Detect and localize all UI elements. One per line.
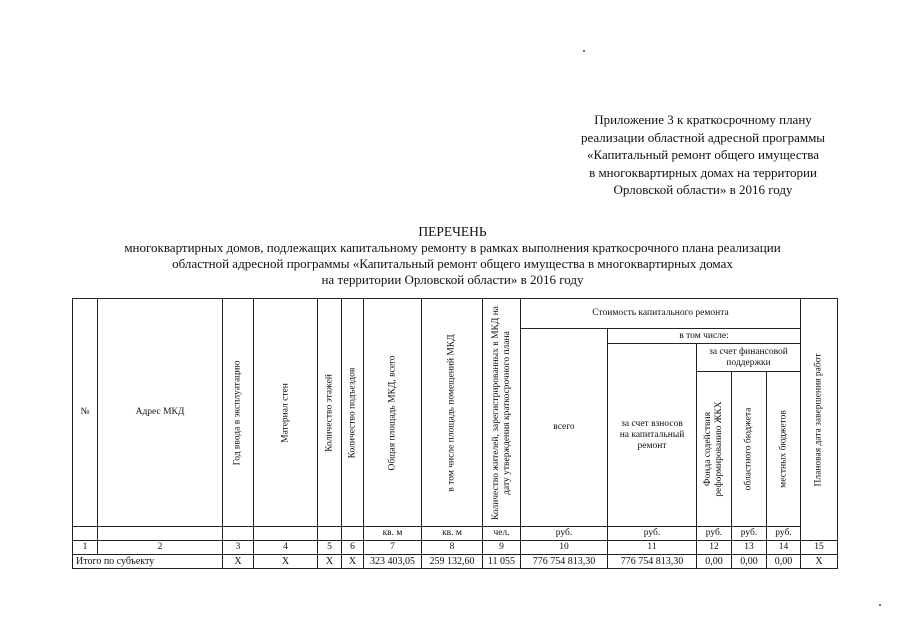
header-premises-area: в том числе площадь помещений МКД xyxy=(422,299,483,527)
annex-block xyxy=(548,111,858,199)
header-num: № xyxy=(73,299,98,527)
total-fund-value: 0,00 xyxy=(697,555,732,569)
header-financial-support: за счет финансовой поддержки xyxy=(697,344,801,372)
header-address: Адрес МКД xyxy=(98,299,223,527)
total-area-value: 323 403,05 xyxy=(364,555,422,569)
header-total: всего xyxy=(521,329,608,527)
unit-residents: чел. xyxy=(483,527,521,541)
unit-premises-area: кв. м xyxy=(422,527,483,541)
houses-table-wrapper xyxy=(72,298,838,569)
title-line: областной адресной программы «Капитальный ремонт общего имущества в многоквартирных домах xyxy=(172,256,733,271)
total-residents-value: 11 055 xyxy=(483,555,521,569)
header-including: в том числе: xyxy=(608,329,801,344)
column-number: 14 xyxy=(767,541,801,555)
unit-contributions: руб. xyxy=(608,527,697,541)
annex-line: Орловской области» в 2016 году xyxy=(613,182,793,197)
annex-line: Приложение 3 к краткосрочному плану xyxy=(594,112,812,127)
speck-bottom xyxy=(879,604,881,606)
title-line: на территории Орловской области» в 2016 году xyxy=(321,272,584,287)
column-number: 7 xyxy=(364,541,422,555)
header-cost: Стоимость капитального ремонта xyxy=(521,299,801,329)
total-year: X xyxy=(223,555,254,569)
unit-cell xyxy=(318,527,342,541)
unit-total-area: кв. м xyxy=(364,527,422,541)
unit-cell xyxy=(342,527,364,541)
header-completion: Плановая дата завершения работ xyxy=(801,299,838,541)
header-floors: Количество этажей xyxy=(318,299,342,527)
header-residents: Количество жителей, зарегистрированных в МКД на дату утверждения краткосрочного плана xyxy=(483,299,521,527)
column-number: 8 xyxy=(422,541,483,555)
total-contributions-value: 776 754 813,30 xyxy=(608,555,697,569)
total-premises-value: 259 132,60 xyxy=(422,555,483,569)
header-local: местных бюджетов xyxy=(767,372,801,527)
column-number: 15 xyxy=(801,541,838,555)
total-regional-value: 0,00 xyxy=(732,555,767,569)
unit-cell xyxy=(223,527,254,541)
total-cost-value: 776 754 813,30 xyxy=(521,555,608,569)
column-number: 6 xyxy=(342,541,364,555)
speck-top xyxy=(583,50,585,52)
header-fund: Фонда содействия реформированию ЖКХ xyxy=(697,372,732,527)
total-row-label: Итого по субъекту xyxy=(73,555,223,569)
column-number: 4 xyxy=(254,541,318,555)
column-number: 10 xyxy=(521,541,608,555)
unit-cell xyxy=(98,527,223,541)
header-year: Год ввода в эксплуатацию xyxy=(223,299,254,527)
total-material: X xyxy=(254,555,318,569)
unit-cell xyxy=(254,527,318,541)
unit-local: руб. xyxy=(767,527,801,541)
column-number: 9 xyxy=(483,541,521,555)
header-regional: областного бюджета xyxy=(732,372,767,527)
header-total-area: Общая площадь МКД, всего xyxy=(364,299,422,527)
total-entrances: X xyxy=(342,555,364,569)
unit-regional: руб. xyxy=(732,527,767,541)
unit-fund: руб. xyxy=(697,527,732,541)
column-number: 12 xyxy=(697,541,732,555)
column-number: 2 xyxy=(98,541,223,555)
annex-line: реализации областной адресной программы xyxy=(580,129,826,145)
total-completion: X xyxy=(801,555,838,569)
total-local-value: 0,00 xyxy=(767,555,801,569)
header-contributions: за счет взносов на капитальный ремонт xyxy=(608,344,697,527)
header-material: Материал стен xyxy=(254,299,318,527)
header-entrances: Количество подъездов xyxy=(342,299,364,527)
title-line: многоквартирных домов, подлежащих капитальному ремонту в рамках выполнения краткосрочного плана реализации xyxy=(124,240,781,255)
annex-line: «Капитальный ремонт общего имущества xyxy=(586,147,820,162)
title-heading: ПЕРЕЧЕНЬ xyxy=(418,224,487,239)
column-number: 1 xyxy=(73,541,98,555)
annex-line: в многоквартирных домах на территории xyxy=(589,164,817,180)
total-floors: X xyxy=(318,555,342,569)
column-number: 3 xyxy=(223,541,254,555)
column-number: 13 xyxy=(732,541,767,555)
unit-total: руб. xyxy=(521,527,608,541)
unit-cell xyxy=(73,527,98,541)
document-title xyxy=(30,224,875,288)
column-number: 11 xyxy=(608,541,697,555)
column-number: 5 xyxy=(318,541,342,555)
houses-table xyxy=(72,298,838,569)
